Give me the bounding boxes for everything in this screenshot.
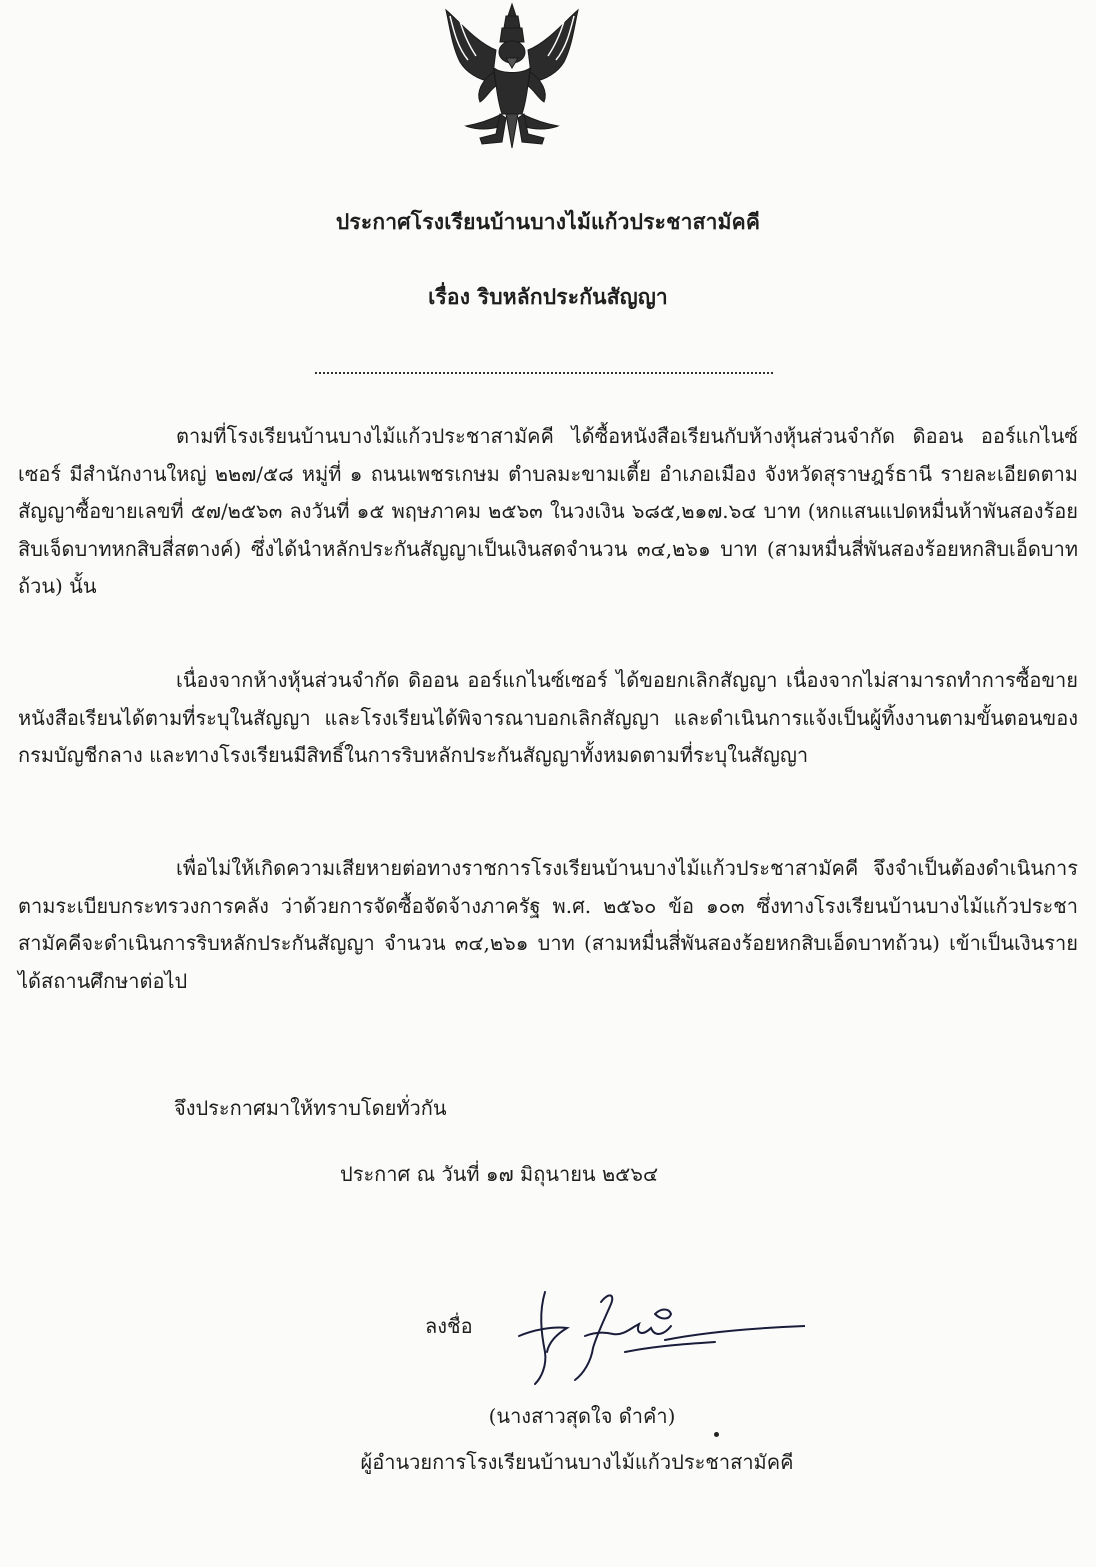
body-paragraph-1: ตามที่โรงเรียนบ้านบางไม้แก้วประชาสามัคคี ได้ซื้อหนังสือเรียนกับห้างหุ้นส่วนจำกัด ดิออน ออร์แกไนซ์เซอร์ มีสำนักงานใหญ่ ๒๒๗/๕๘ หมู่ที่ ๑ ถนนเพชรเกษม ตำบลมะขามเตี้ย อำเภอเมือง จังหวัดสุราษฎร์ธานี รายละเอียดตามสัญญาซื้อขายเลขที่ ๕๗/๒๕๖๓ ลงวันที่ ๑๕ พฤษภาคม ๒๕๖๓ ในวงเงิน ๖๘๕,๒๑๗.๖๔ บาท (หกแสนแปดหมื่นห้าพันสองร้อยสิบเจ็ดบาทหกสิบสี่สตางค์) ซึ่งได้นำหลักประกันสัญญาเป็นเงินสดจำนวน ๓๔,๒๖๑ บาท (สามหมื่นสี่พันสองร้อยหกสิบเอ็ดบาทถ้วน) นั้น (18, 424, 1078, 598)
dotted-divider (315, 372, 773, 374)
signer-name: (นางสาวสุดใจ ดำคำ) (488, 1404, 676, 1428)
subject-line: เรื่อง ริบหลักประกันสัญญา (428, 284, 668, 309)
handwritten-signature (505, 1282, 805, 1392)
announce-line: จึงประกาศมาให้ทราบโดยทั่วกัน (174, 1096, 447, 1120)
garuda-emblem-icon (436, 2, 588, 152)
stray-mark (714, 1432, 719, 1437)
page-title: ประกาศโรงเรียนบ้านบางไม้แก้วประชาสามัคคี (335, 209, 761, 234)
signer-position: ผู้อำนวยการโรงเรียนบ้านบางไม้แก้วประชาสามัคคี (360, 1450, 794, 1474)
body-paragraph-2: เนื่องจากห้างหุ้นส่วนจำกัด ดิออน ออร์แกไนซ์เซอร์ ได้ขอยกเลิกสัญญา เนื่องจากไม่สามารถทำการซื้อขายหนังสือเรียนได้ตามที่ระบุในสัญญา และโรงเรียนได้พิจารณาบอกเลิกสัญญา และดำเนินการแจ้งเป็นผู้ทิ้งงานตามขั้นตอนของกรมบัญชีกลาง และทางโรงเรียนมีสิทธิ์ในการริบหลักประกันสัญญาทั้งหมดตามที่ระบุในสัญญา (18, 668, 1078, 767)
body-paragraph-3: เพื่อไม่ให้เกิดความเสียหายต่อทางราชการโรงเรียนบ้านบางไม้แก้วประชาสามัคคี จึงจำเป็นต้องดำเนินการตามระเบียบกระทรวงการคลัง ว่าด้วยการจัดซื้อจัดจ้างภาครัฐ พ.ศ. ๒๕๖๐ ข้อ ๑๐๓ ซึ่งทางโรงเรียนบ้านบางไม้แก้วประชาสามัคคีจะดำเนินการริบหลักประกันสัญญา จำนวน ๓๔,๒๖๑ บาท (สามหมื่นสี่พันสองร้อยหกสิบเอ็ดบาทถ้วน) เข้าเป็นเงินรายได้สถานศึกษาต่อไป (18, 856, 1078, 993)
sign-label: ลงชื่อ (425, 1314, 473, 1338)
announce-date: ประกาศ ณ วันที่ ๑๗ มิถุนายน ๒๕๖๔ (340, 1162, 659, 1186)
